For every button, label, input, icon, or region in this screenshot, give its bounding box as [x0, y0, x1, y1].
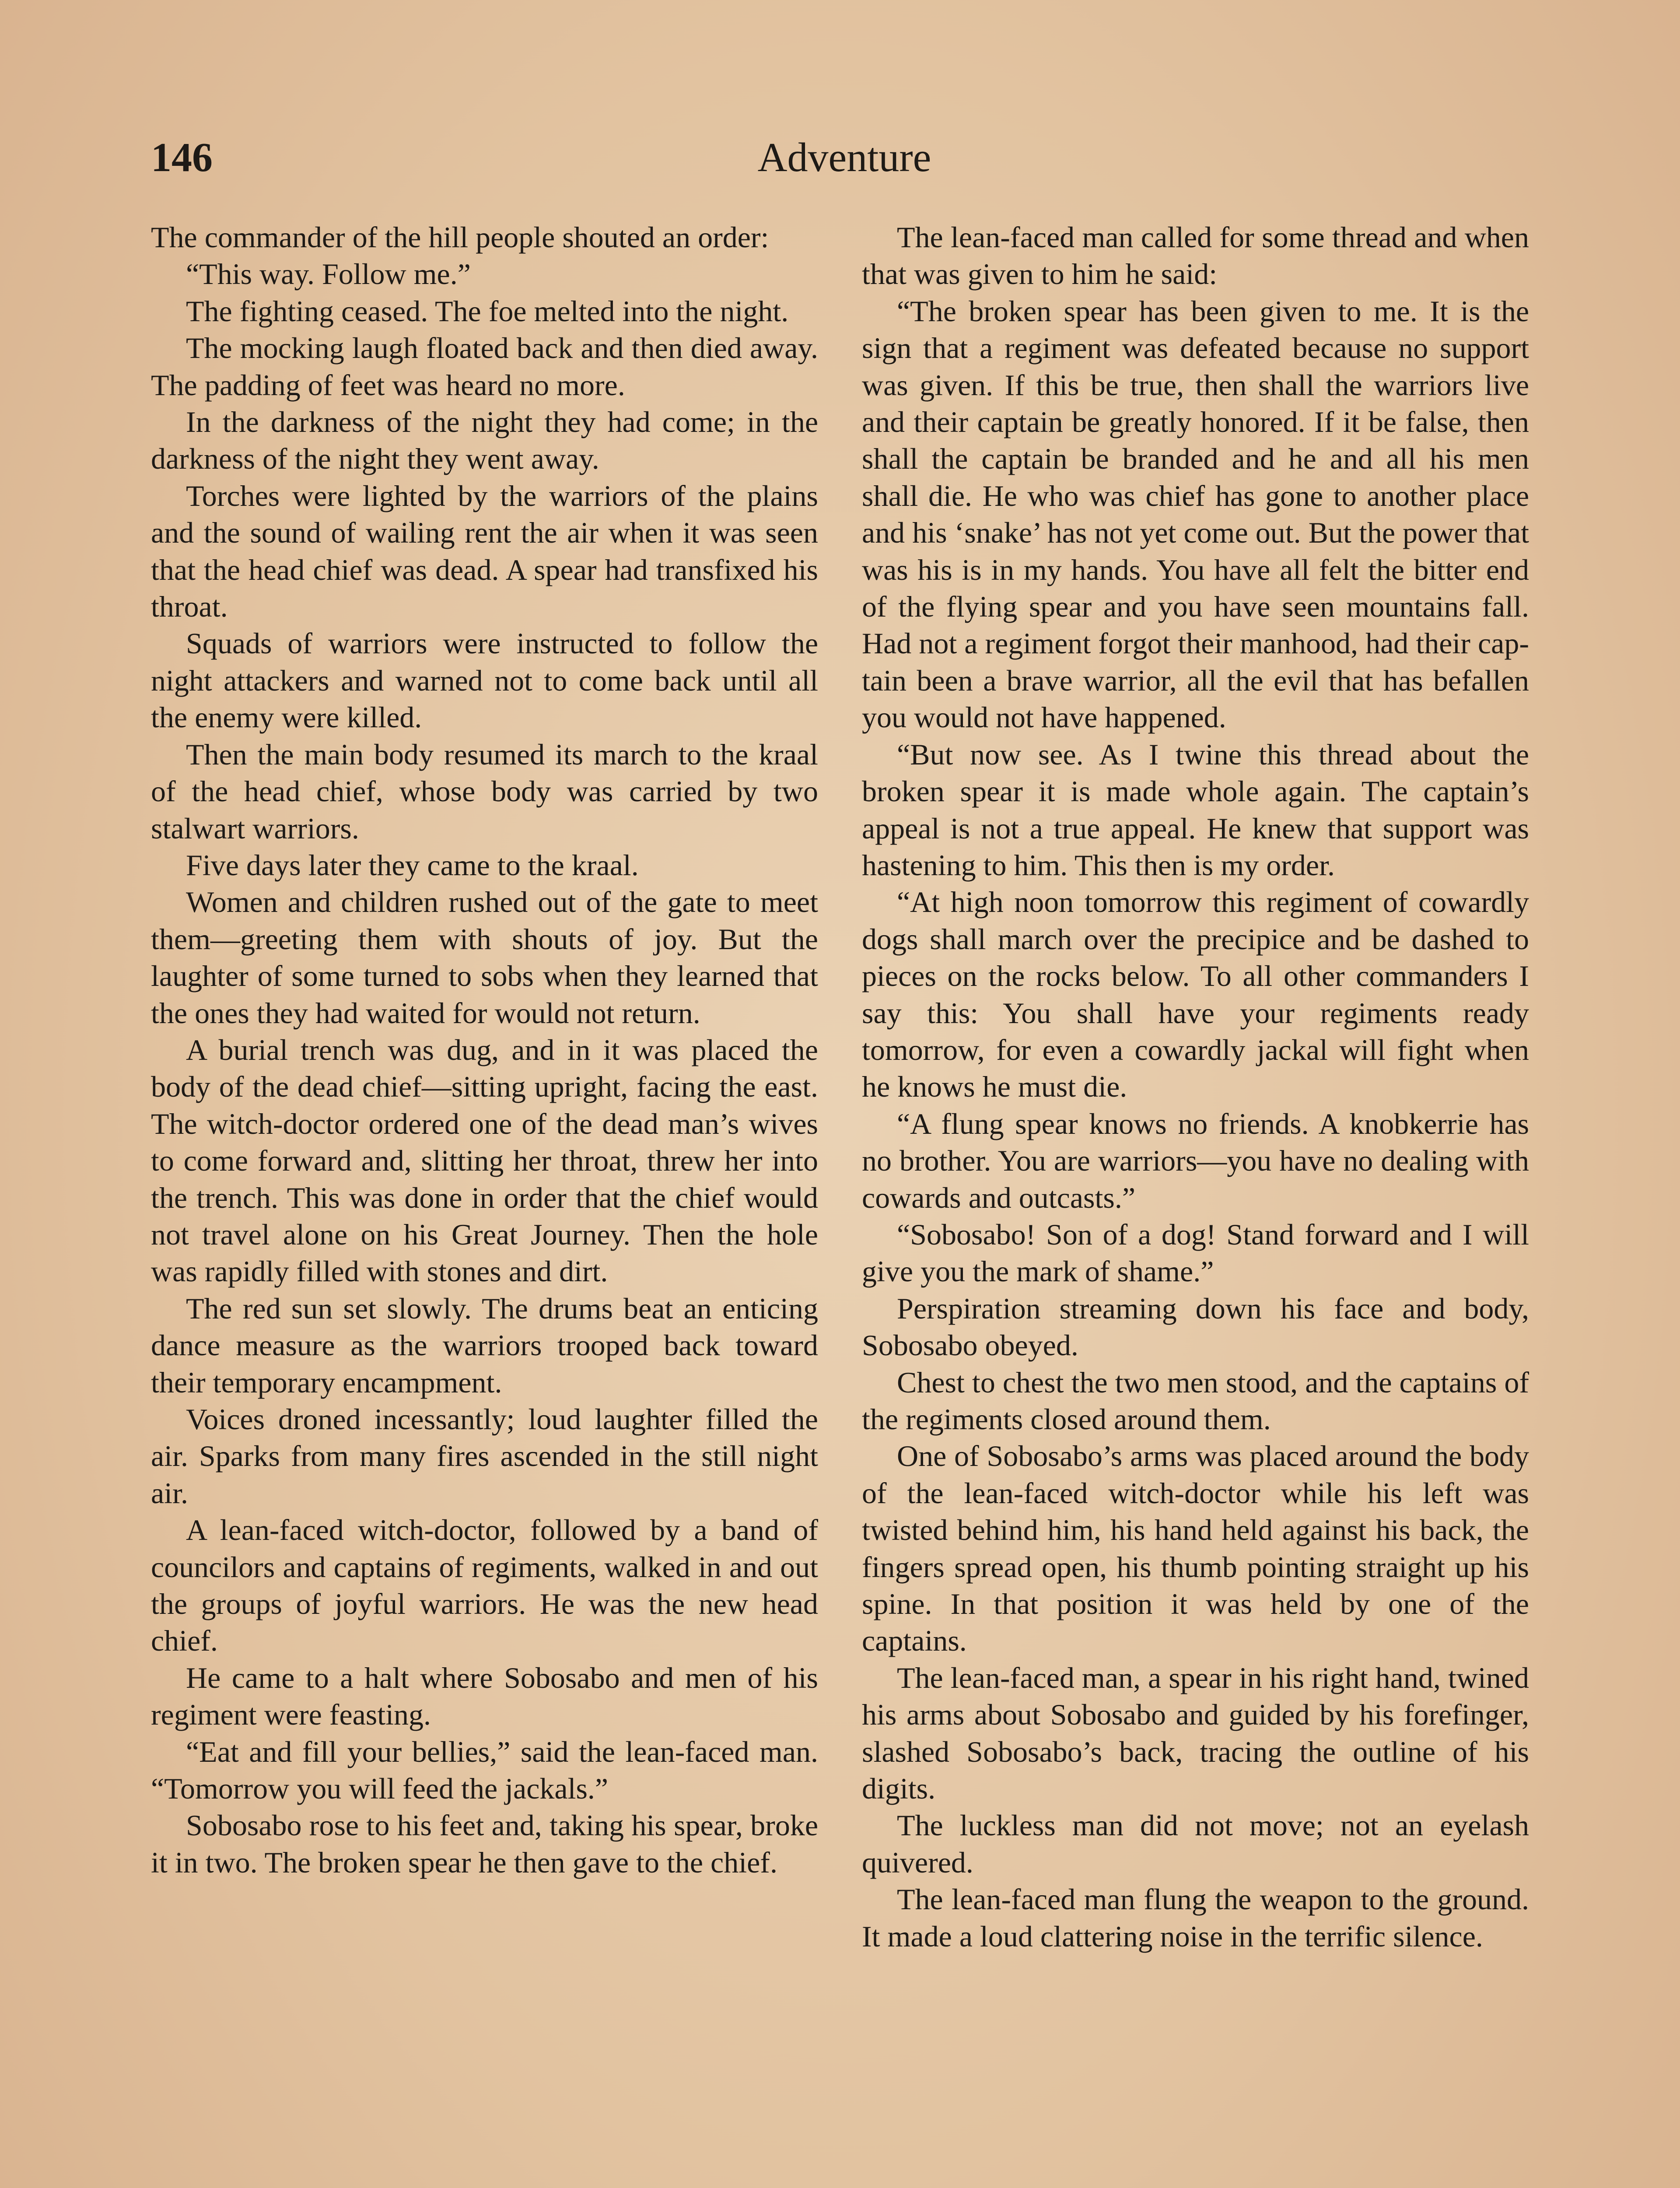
- paragraph: “Eat and fill your bellies,” said the lean-faced man. “Tomorrow you will feed the jackals.”: [151, 1735, 818, 1806]
- page-number: 146: [151, 135, 213, 180]
- page-header: [151, 127, 1538, 188]
- paragraph: One of Sobosabo’s arms was placed around the body of the lean-faced witch-doctor while his left was twisted behind him, his hand held against his back, the fingers spread open, his thumb pointing straight up his spine. In that position it was held by one of the captains.: [862, 1439, 1529, 1658]
- paragraph: Squads of warriors were instructed to follow the night attackers and warned not to come back until all the enemy were killed.: [151, 627, 818, 734]
- paragraph: The commander of the hill people shouted an order:: [151, 221, 769, 254]
- paragraph: “This way. Follow me.”: [186, 257, 471, 291]
- paragraph: He came to a halt where Sobosabo and men of his regiment were feasting.: [151, 1661, 818, 1732]
- paragraph: The lean-faced man, a spear in his right hand, twined his arms about Sobosabo and guided by his forefinger, slashed Sobosabo’s back, tracing the outline of his digits.: [862, 1661, 1529, 1806]
- paragraph: Torches were lighted by the warriors of the plains and the sound of wailing rent the air when it was seen that the head chief was dead. A spear had transfixed his throat.: [151, 479, 818, 624]
- paragraph: “At high noon tomorrow this regiment of cowardly dogs shall march over the precipice and be dashed to pieces on the rocks below. To all other commanders I say this: You shall have your regiments ready tomorrow, for even a cowardly jackal will fight when he knows he must die.: [862, 885, 1529, 1104]
- paragraph: The luckless man did not move; not an eyelash quivered.: [862, 1809, 1529, 1879]
- paragraph: In the darkness of the night they had come; in the darkness of the night they went away.: [151, 405, 818, 476]
- paragraph: Women and children rushed out of the gate to meet them—greeting them with shouts of joy. But the laughter of some turned to sobs when they learned that the ones they had waited for would not return.: [151, 885, 818, 1030]
- paragraph: Five days later they came to the kraal.: [186, 848, 639, 882]
- paragraph: Perspiration streaming down his face and body, Sobosabo obeyed.: [862, 1291, 1529, 1362]
- right-column: [862, 219, 1529, 1955]
- paragraph: “Sobosabo! Son of a dog! Stand forward and I will give you the mark of shame.”: [862, 1217, 1529, 1288]
- paragraph: Then the main body resumed its march to the kraal of the head chief, whose body was carried by two stalwart warriors.: [151, 737, 818, 845]
- running-title: Adventure: [757, 135, 931, 180]
- paragraph: The lean-faced man flung the weapon to the ground. It made a loud clattering noise in the terrific silence.: [862, 1883, 1529, 1953]
- paragraph: The fighting ceased. The foe melted into the night.: [186, 294, 789, 328]
- paragraph: The red sun set slowly. The drums beat an enticing dance measure as the warriors trooped back toward their temporary encampment.: [151, 1291, 818, 1399]
- paragraph: Sobosabo rose to his feet and, taking his spear, broke it in two. The broken spear he then gave to the chief.: [151, 1809, 818, 1879]
- paragraph: The mocking laugh floated back and then died away. The padding of feet was heard no more.: [151, 331, 818, 402]
- paragraph: “But now see. As I twine this thread about the broken spear it is made whole again. The captain’s appeal is not a true appeal. He knew that support was hastening to him. This then is my order.: [862, 737, 1529, 882]
- paragraph: The lean-faced man called for some thread and when that was given to him he said:: [862, 221, 1529, 291]
- paragraph: “The broken spear has been given to me. It is the sign that a regiment was defeated because no support was given. If this be true, then shall the warriors live and their captain be greatly honored. If it be false, then shall the captain be branded and he and all his men shall die. He who was chief has gone to another place and his ‘snake’ has not yet come out. But the power that was his is in my hands. You have all felt the bitter end of the flying spear and you have seen mountains fall. Had not a regiment forgot their manhood, had their captain been a brave warrior, all the evil that has befallen you would not have happened.: [862, 294, 1529, 734]
- paragraph: “A flung spear knows no friends. A knobkerrie has no brother. You are warriors—you have no dealing with cowards and outcasts.”: [862, 1107, 1529, 1214]
- paragraph: Chest to chest the two men stood, and the captains of the regiments closed around them.: [862, 1365, 1529, 1436]
- paragraph: Voices droned incessantly; loud laughter filled the air. Sparks from many fires ascended in the still night air.: [151, 1403, 818, 1510]
- paragraph: A burial trench was dug, and in it was placed the body of the dead chief—sitting upright, facing the east. The witch-doctor ordered one of the dead man’s wives to come forward and, slitting her throat, threw her into the trench. This was done in order that the chief would not travel alone on his Great Journey. Then the hole was rapidly filled with stones and dirt.: [151, 1033, 818, 1288]
- left-column: [151, 219, 818, 1881]
- paragraph: A lean-faced witch-doctor, followed by a band of councilors and captains of regiments, walked in and out the groups of joyful warriors. He was the new head chief.: [151, 1513, 818, 1658]
